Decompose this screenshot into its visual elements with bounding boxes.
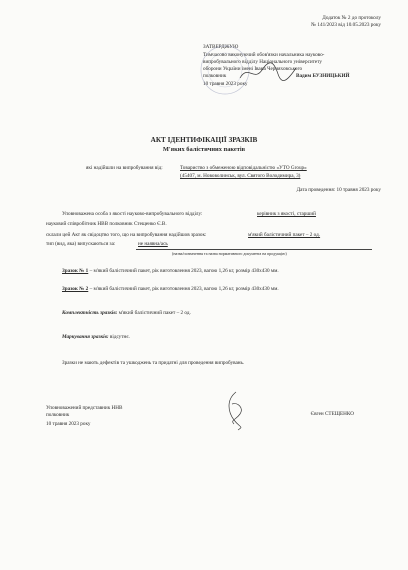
body-p1-line2: науковий співробітник НВВ полковник Стещенко Є.В. [46, 221, 167, 227]
annex-line-2: № 141/2023 від 10.05.2023 року [311, 22, 381, 28]
body-p3-start: тип (вид, яка) випускаються за: [46, 241, 116, 247]
sample-2-text: – м'який балістичний пакет, рік виготовлення 2023, вагою 1,26 кг, розмір 430х430 мм. [88, 286, 279, 292]
approval-name: Вадим БУЗНИЦЬКИЙ [296, 73, 350, 79]
sample-1-line [62, 268, 279, 275]
body-p2-start: склали цей Акт як свідоцтво того, що на випробування надійшов зразок: [46, 232, 207, 238]
approval-line-2: випробувального відділу Національного університету [203, 59, 323, 65]
body-p1-role: керівник з якості, старший [257, 211, 316, 217]
approval-line-3: оборони України імені Івана Черняховського [203, 66, 303, 72]
approval-header: ЗАТВЕРДЖУЮ [203, 44, 239, 50]
body-p2-sample: м'який балістичний пакет – 2 од. [248, 232, 321, 238]
sample-2-line [62, 286, 279, 293]
marking-label: Маркування зразків: [62, 334, 109, 340]
intro-address: (45407, м. Нововолинськ, вул. Святого Володимира, 3) [180, 173, 301, 179]
completeness-value: м'який балістичний пакет – 2 од. [117, 310, 191, 316]
signature-role-line-2: полковник [46, 412, 70, 418]
body-p3-value: не наявна/ась [138, 241, 168, 247]
intro-company: Товариство з обмеженою відповідальністю «УТО Group» [180, 165, 307, 171]
document-subtitle: М'яких балістичних пакетів [162, 146, 246, 153]
signature-name: Євген СТЕЩЕНКО [310, 411, 354, 417]
signature-role-line-1: Уповноважений представник ННВ [46, 405, 123, 411]
annex-line-1: Додаток № 2 до протоколу [322, 15, 381, 21]
sample-1-text: – м'який балістичний пакет, рік виготовлення 2023, вагою 1,26 кг, розмір 430х430 мм. [88, 268, 279, 274]
sample-1-label: Зразок № 1 [62, 268, 89, 274]
approval-line-1: Тимчасово виконуючий обов'язки начальника науково- [203, 52, 325, 58]
signature-date: 10 травня 2023 року [46, 421, 91, 427]
document-title: АКТ ІДЕНТИФІКАЦІЇ ЗРАЗКІВ [150, 136, 258, 144]
conclusion: Зразки не мають дефектів та ушкоджень та придатні для проведення випробувань. [62, 360, 245, 366]
marking-line [62, 334, 130, 341]
test-date: Дата проведення: 10 травня 2023 року [296, 187, 381, 193]
sample-2-label: Зразок № 2 [62, 286, 89, 292]
intro-prefix: які надійшли на випробування від: [86, 165, 163, 171]
body-p1-start: Уповноважена особа з якості науково-випробувального відділу: [62, 211, 203, 217]
approval-date: 10 травня 2023 року [203, 81, 248, 87]
marking-value: відсутнє. [108, 334, 130, 340]
completeness-line [62, 310, 191, 317]
body-caption: (назва/позначення та назва нормативного документа на продукцію) [172, 251, 287, 256]
approval-signature [238, 60, 298, 85]
approval-line-4: полковник [203, 73, 227, 79]
handwritten-signature [222, 390, 248, 432]
completeness-label: Комплектність зразків: [62, 310, 118, 316]
body-p3-underline [136, 249, 372, 250]
